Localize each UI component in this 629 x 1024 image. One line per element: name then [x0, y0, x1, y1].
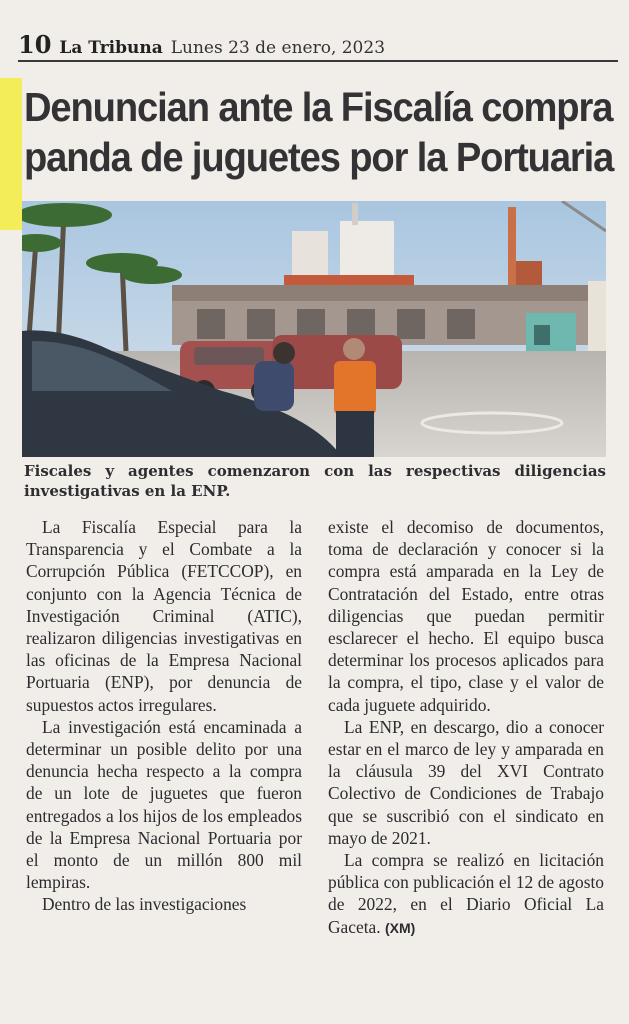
masthead [18, 30, 618, 62]
newspaper-name: La Tribuna [59, 38, 163, 58]
page-number: 10 [18, 30, 52, 59]
article-photo [22, 201, 606, 457]
paragraph-5 [328, 849, 604, 939]
headline-line-2: panda de juguetes por la Portuaria [24, 134, 614, 180]
article-headline [24, 82, 614, 182]
author-byline: (XM) [384, 919, 416, 936]
paragraph-2: La investigación está encaminada a determinar un posible delito por una denuncia hecha respecto a la compra de un lote de juguetes que fueron entregados a los hijos de los empleados de la Empresa Nacional Portuaria por el monto de un millón 800 mil lempiras. [26, 716, 302, 893]
paragraph-4: La ENP, en descargo, dio a conocer estar en el marco de ley y amparada en la cláusula 39 del XVI Contrato Colectivo de Condiciones de Trabajo que se suscribió con el sindicato en mayo de 2021. [328, 716, 604, 848]
paragraph-1: La Fiscalía Especial para la Transparencia y el Combate a la Corrupción Pública (FETCCOP), en conjunto con la Agencia Técnica de Investigación Criminal (ATIC), realizaron diligencias investigativas en las oficinas de la Empresa Nacional Portuaria (ENP), por denuncia de supuestos actos irregulares. [26, 517, 302, 715]
paragraph-3-continued: existe el decomiso de documentos, toma de declaración y conocer si la compra está amparada en la Ley de Contratación del Estado, entre otras diligencias que puedan permitir esclarecer el hecho. El equipo busca determinar los procesos aplicados para la compra, el tipo, clase y el valor de cada juguete adquirido. [328, 517, 604, 715]
highlighter-mark [0, 78, 22, 230]
article-column-right [328, 516, 604, 939]
issue-date: Lunes 23 de enero, 2023 [170, 38, 386, 58]
port-scene-illustration [22, 201, 606, 457]
paragraph-5-text: La compra se realizó en licitación pública con publicación el 12 de agosto de 2022, en el Diario Oficial La Gaceta. [328, 850, 604, 937]
headline-line-1: Denuncian ante la Fiscalía compra [24, 84, 613, 130]
paragraph-3-start: Dentro de las investigaciones [42, 894, 247, 915]
photo-caption: Fiscales y agentes comenzaron con las respectivas diligencias investigativas en la ENP. [24, 462, 606, 500]
article-column-left [26, 516, 302, 916]
